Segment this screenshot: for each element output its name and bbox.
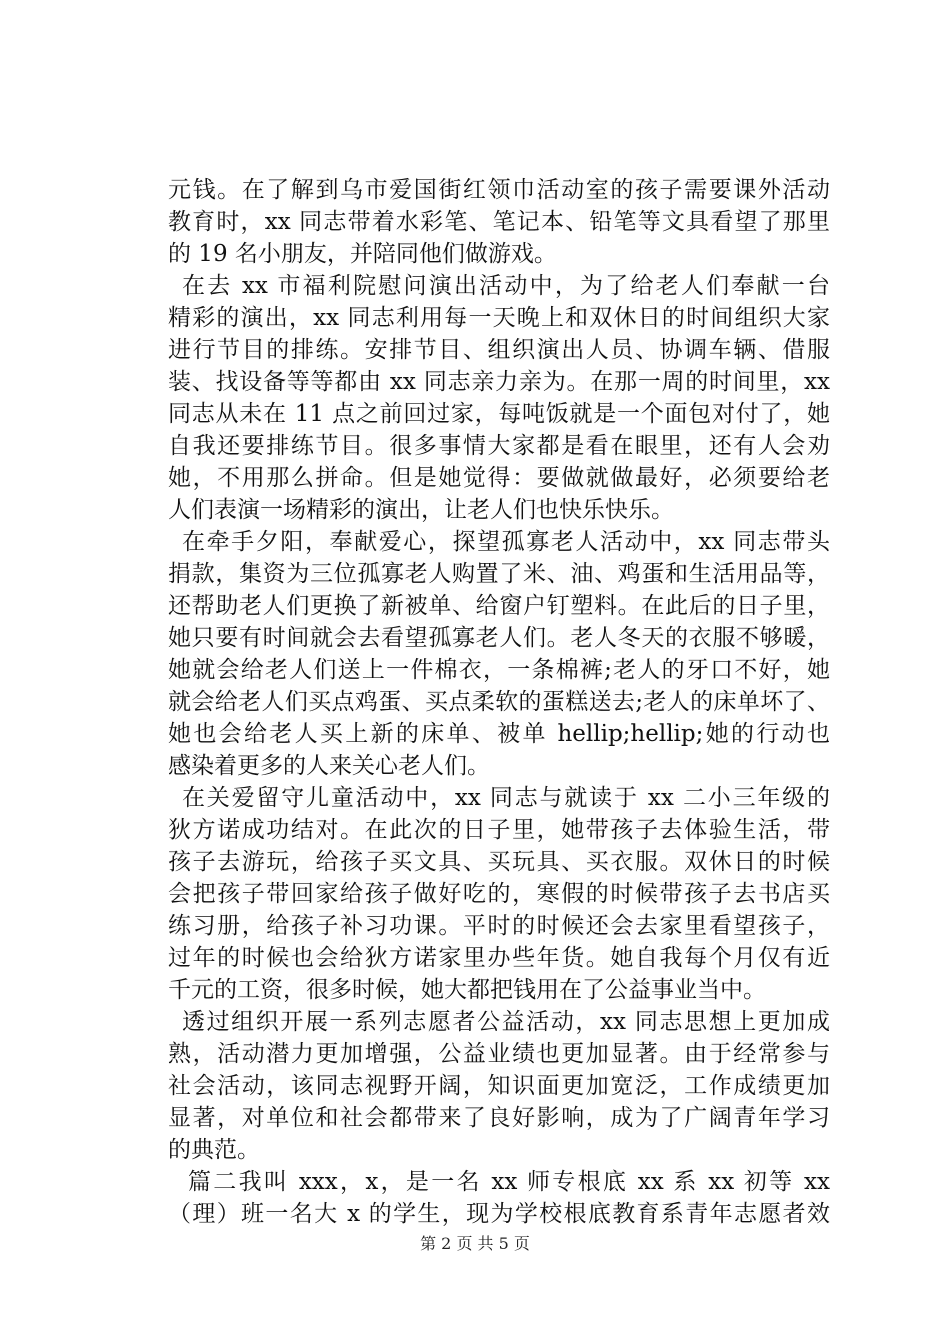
text-line: 精彩的演出，xx 同志利用每一天晚上和双休日的时间组织大家 — [168, 305, 830, 331]
text-line: （理）班一名大 x 的学生，现为学校根底教育系青年志愿者效 — [168, 1201, 830, 1227]
text-line: 练习册，给孩子补习功课。平时的时候还会去家里看望孩子， — [168, 913, 830, 939]
text-line: 会把孩子带回家给孩子做好吃的，寒假的时候带孩子去书店买 — [168, 881, 830, 907]
text-line: 过年的时候也会给狄方诺家里办些年货。她自我每个月仅有近 — [168, 945, 830, 971]
text-line: 捐款，集资为三位孤寡老人购置了米、油、鸡蛋和生活用品等， — [168, 561, 830, 587]
text-line: 透过组织开展一系列志愿者公益活动，xx 同志思想上更加成 — [182, 1009, 830, 1035]
text-line: 同志从未在 11 点之前回过家，每吨饭就是一个面包对付了，她 — [168, 401, 830, 427]
text-line: 她就会给老人们送上一件棉衣，一条棉裤;老人的牙口不好，她 — [168, 657, 830, 683]
text-line: 在去 xx 市福利院慰问演出活动中，为了给老人们奉献一台 — [182, 273, 830, 299]
text-line: 社会活动，该同志视野开阔，知识面更加宽泛，工作成绩更加 — [168, 1073, 830, 1099]
text-line: 篇二我叫 xxx，x，是一名 xx 师专根底 xx 系 xx 初等 xx — [188, 1169, 830, 1195]
text-line: 的典范。 — [168, 1137, 260, 1163]
text-line: 熟，活动潜力更加增强，公益业绩也更加显著。由于经常参与 — [168, 1041, 830, 1067]
text-line: 进行节目的排练。安排节目、组织演出人员、协调车辆、借服 — [168, 337, 830, 363]
text-line: 人们表演一场精彩的演出，让老人们也快乐快乐。 — [168, 497, 674, 523]
text-line: 元钱。在了解到乌市爱国街红领巾活动室的孩子需要课外活动 — [168, 177, 830, 203]
text-line: 她也会给老人买上新的床单、被单 hellip;hellip;她的行动也 — [168, 721, 830, 747]
text-line: 教育时，xx 同志带着水彩笔、笔记本、铅笔等文具看望了那里 — [168, 209, 830, 235]
text-line: 她，不用那么拼命。但是她觉得：要做就做最好，必须要给老 — [168, 465, 830, 491]
text-line: 千元的工资，很多时候，她大都把钱用在了公益事业当中。 — [168, 977, 766, 1003]
text-line: 在牵手夕阳，奉献爱心，探望孤寡老人活动中，xx 同志带头 — [182, 529, 830, 555]
text-line: 在关爱留守儿童活动中，xx 同志与就读于 xx 二小三年级的 — [182, 785, 830, 811]
text-line: 感染着更多的人来关心老人们。 — [168, 753, 490, 779]
text-line: 的 19 名小朋友，并陪同他们做游戏。 — [168, 241, 557, 267]
text-line: 就会给老人们买点鸡蛋、买点柔软的蛋糕送去;老人的床单坏了、 — [168, 689, 830, 715]
text-line: 还帮助老人们更换了新被单、给窗户钉塑料。在此后的日子里， — [168, 593, 830, 619]
text-line: 自我还要排练节目。很多事情大家都是看在眼里，还有人会劝 — [168, 433, 830, 459]
text-line: 狄方诺成功结对。在此次的日子里，她带孩子去体验生活，带 — [168, 817, 830, 843]
text-line: 她只要有时间就会去看望孤寡老人们。老人冬天的衣服不够暖， — [168, 625, 830, 651]
page-number-footer: 第 2 页 共 5 页 — [420, 1234, 530, 1253]
text-line: 显著，对单位和社会都带来了良好影响，成为了广阔青年学习 — [168, 1105, 830, 1131]
text-line: 装、找设备等等都由 xx 同志亲力亲为。在那一周的时间里，xx — [168, 369, 830, 395]
document-body — [168, 174, 830, 1230]
text-line: 孩子去游玩，给孩子买文具、买玩具、买衣服。双休日的时候 — [168, 849, 830, 875]
